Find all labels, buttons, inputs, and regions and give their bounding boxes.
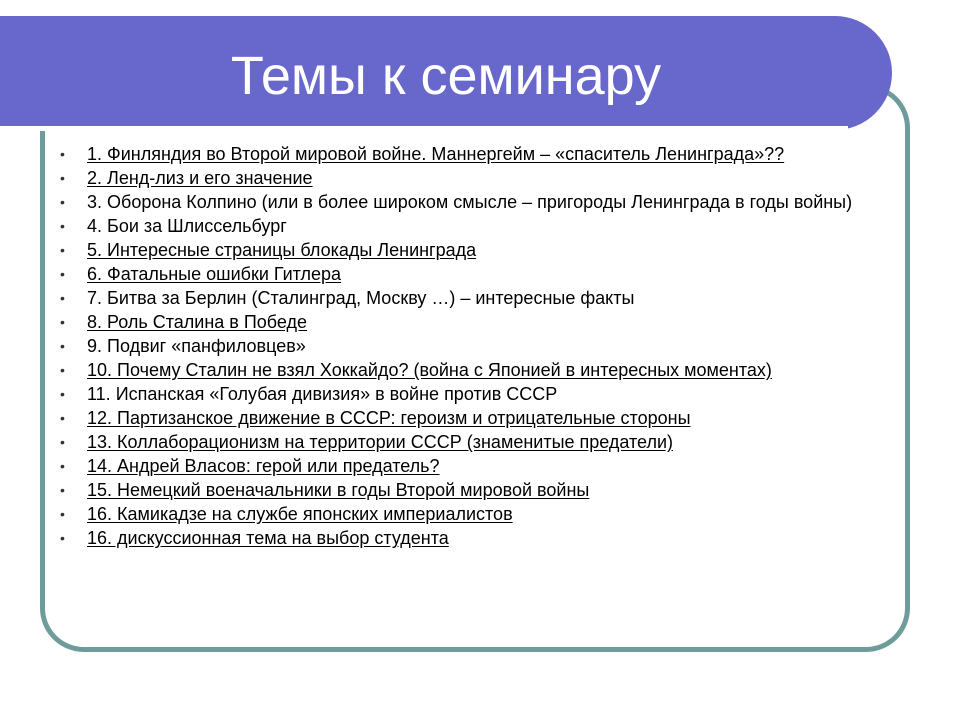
topic-text[interactable]: 2. Ленд-лиз и его значение xyxy=(87,168,313,188)
topic-text: 11. Испанская «Голубая дивизия» в войне против СССР xyxy=(87,384,558,404)
topic-text[interactable]: 14. Андрей Власов: герой или предатель? xyxy=(87,456,440,476)
topic-item xyxy=(54,313,874,332)
topic-text[interactable]: 13. Коллаборационизм на территории СССР (знаменитые предатели) xyxy=(87,432,674,452)
topic-text: 4. Бои за Шлиссельбург xyxy=(87,216,287,236)
topic-item xyxy=(54,361,874,380)
bullet-icon: • xyxy=(60,458,65,474)
bullet-icon: • xyxy=(60,386,65,402)
topic-item xyxy=(54,289,874,308)
topic-text[interactable]: 16. дискуссионная тема на выбор студента xyxy=(87,528,449,548)
topic-item xyxy=(54,457,874,476)
topic-item xyxy=(54,385,874,404)
topic-text[interactable]: 6. Фатальные ошибки Гитлера xyxy=(87,264,342,284)
topic-text[interactable]: 16. Камикадзе на службе японских империалистов xyxy=(87,504,513,524)
topic-text: 7. Битва за Берлин (Сталинград, Москву …) – интересные факты xyxy=(87,288,635,308)
topic-item xyxy=(54,337,874,356)
bullet-icon: • xyxy=(60,242,65,258)
bullet-icon: • xyxy=(60,266,65,282)
topic-item xyxy=(54,409,874,428)
topic-text[interactable]: 10. Почему Сталин не взял Хоккайдо? (война с Японией в интересных моментах) xyxy=(87,360,772,380)
bullet-icon: • xyxy=(60,218,65,234)
bullet-icon: • xyxy=(60,482,65,498)
topic-item xyxy=(54,433,874,452)
topic-text[interactable]: 15. Немецкий военачальники в годы Второй мировой войны xyxy=(87,480,590,500)
topic-item xyxy=(54,193,874,212)
topic-item xyxy=(54,169,874,188)
bullet-icon: • xyxy=(60,290,65,306)
topic-text[interactable]: 12. Партизанское движение в СССР: героизм и отрицательные стороны xyxy=(87,408,691,428)
bullet-icon: • xyxy=(60,362,65,378)
topic-item xyxy=(54,241,874,260)
topic-text: 9. Подвиг «панфиловцев» xyxy=(87,336,306,356)
topic-item xyxy=(54,265,874,284)
title-underline xyxy=(0,126,848,131)
bullet-icon: • xyxy=(60,314,65,330)
bullet-icon: • xyxy=(60,338,65,354)
topic-text[interactable]: 8. Роль Сталина в Победе xyxy=(87,312,308,332)
topic-item xyxy=(54,481,874,500)
bullet-icon: • xyxy=(60,506,65,522)
topic-item xyxy=(54,217,874,236)
topic-item xyxy=(54,145,874,164)
slide-title: Темы к семинару xyxy=(230,46,662,106)
bullet-icon: • xyxy=(60,410,65,426)
topic-text[interactable]: 1. Финляндия во Второй мировой войне. Маннергейм – «спаситель Ленинграда»?? xyxy=(87,144,785,164)
topic-text[interactable]: 5. Интересные страницы блокады Ленинграда xyxy=(87,240,477,260)
bullet-icon: • xyxy=(60,146,65,162)
bullet-icon: • xyxy=(60,530,65,546)
bullet-icon: • xyxy=(60,434,65,450)
topic-text: 3. Оборона Колпино (или в более широком смысле – пригороды Ленинграда в годы войны) xyxy=(87,192,853,212)
topic-item xyxy=(54,505,874,524)
bullet-icon: • xyxy=(60,170,65,186)
topic-list xyxy=(54,145,874,553)
topic-item xyxy=(54,529,874,548)
bullet-icon: • xyxy=(60,194,65,210)
